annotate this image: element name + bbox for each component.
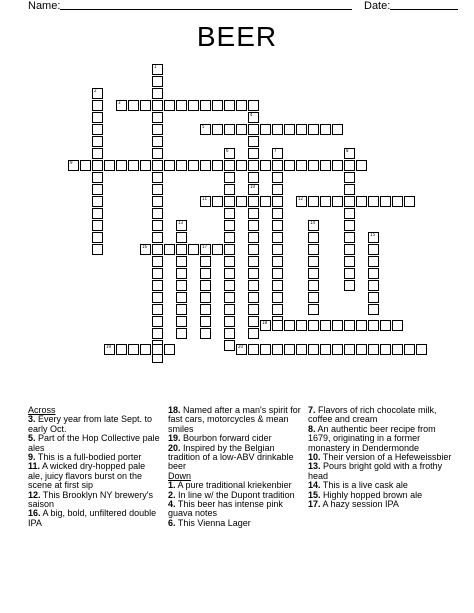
grid-cell[interactable] [296, 320, 307, 331]
down-clue: 10. Their version of a Hefeweissbier [308, 452, 452, 463]
grid-number: 8 [346, 148, 349, 153]
grid-cell[interactable] [368, 280, 379, 291]
grid-cell[interactable] [176, 304, 187, 315]
grid-number: 2 [94, 88, 97, 93]
grid-cell[interactable] [224, 232, 235, 243]
grid-cell[interactable] [176, 220, 187, 231]
grid-cell[interactable] [332, 124, 343, 135]
grid-cell[interactable] [200, 328, 211, 339]
clues-column-3 [308, 406, 454, 509]
grid-cell[interactable] [224, 340, 235, 351]
grid-cell[interactable] [200, 196, 211, 207]
grid-cell[interactable] [224, 304, 235, 315]
grid-cell[interactable] [248, 160, 259, 171]
grid-cell[interactable] [368, 292, 379, 303]
grid-cell[interactable] [368, 244, 379, 255]
grid-cell[interactable] [116, 100, 127, 111]
grid-cell[interactable] [176, 232, 187, 243]
grid-cell[interactable] [164, 244, 175, 255]
grid-cell[interactable] [248, 244, 259, 255]
grid-cell[interactable] [152, 136, 163, 147]
grid-cell[interactable] [224, 244, 235, 255]
grid-cell[interactable] [344, 220, 355, 231]
grid-cell[interactable] [68, 160, 79, 171]
down-clue: 14. This is a live cask ale [308, 480, 408, 491]
grid-cell[interactable] [284, 320, 295, 331]
grid-cell[interactable] [260, 124, 271, 135]
grid-cell[interactable] [320, 124, 331, 135]
grid-cell[interactable] [284, 124, 295, 135]
grid-cell[interactable] [368, 344, 379, 355]
grid-cell[interactable] [248, 304, 259, 315]
grid-cell[interactable] [308, 256, 319, 267]
grid-cell[interactable] [140, 100, 151, 111]
grid-cell[interactable] [308, 124, 319, 135]
grid-cell[interactable] [128, 344, 139, 355]
grid-cell[interactable] [272, 148, 283, 159]
grid-cell[interactable] [140, 160, 151, 171]
grid-cell[interactable] [272, 320, 283, 331]
grid-cell[interactable] [308, 160, 319, 171]
grid-cell[interactable] [320, 160, 331, 171]
grid-cell[interactable] [248, 344, 259, 355]
grid-cell[interactable] [92, 232, 103, 243]
grid-cell[interactable] [200, 292, 211, 303]
grid-cell[interactable] [416, 344, 427, 355]
grid-cell[interactable] [296, 124, 307, 135]
grid-cell[interactable] [224, 100, 235, 111]
date-line [390, 9, 458, 10]
grid-cell[interactable] [284, 160, 295, 171]
grid-number: 19 [106, 344, 112, 349]
grid-number: 17 [202, 244, 208, 249]
grid-cell[interactable] [272, 220, 283, 231]
grid-cell[interactable] [224, 172, 235, 183]
grid-cell[interactable] [248, 172, 259, 183]
grid-cell[interactable] [368, 232, 379, 243]
grid-cell[interactable] [224, 292, 235, 303]
grid-cell[interactable] [92, 88, 103, 99]
grid-cell[interactable] [104, 160, 115, 171]
grid-cell[interactable] [152, 112, 163, 123]
grid-cell[interactable] [224, 124, 235, 135]
grid-cell[interactable] [380, 320, 391, 331]
across-clue: 5. Part of the Hop Collective pale ales [28, 433, 160, 453]
grid-cell[interactable] [152, 280, 163, 291]
grid-cell[interactable] [200, 100, 211, 111]
grid-cell[interactable] [200, 160, 211, 171]
grid-cell[interactable] [332, 320, 343, 331]
grid-cell[interactable] [152, 76, 163, 87]
grid-cell[interactable] [92, 148, 103, 159]
grid-cell[interactable] [308, 344, 319, 355]
grid-cell[interactable] [308, 232, 319, 243]
grid-cell[interactable] [320, 196, 331, 207]
grid-cell[interactable] [344, 320, 355, 331]
grid-cell[interactable] [260, 320, 271, 331]
across-clue: 19. Bourbon forward cider [168, 433, 272, 444]
grid-number: 1 [154, 64, 157, 69]
grid-cell[interactable] [152, 148, 163, 159]
grid-cell[interactable] [248, 148, 259, 159]
grid-cell[interactable] [176, 244, 187, 255]
grid-cell[interactable] [92, 136, 103, 147]
grid-cell[interactable] [380, 344, 391, 355]
grid-cell[interactable] [272, 304, 283, 315]
clues-column-1 [28, 406, 162, 528]
grid-cell[interactable] [152, 304, 163, 315]
grid-cell[interactable] [200, 280, 211, 291]
grid-cell[interactable] [176, 268, 187, 279]
down-clue: 4. This beer has intense pink guava notes [168, 499, 283, 519]
grid-cell[interactable] [344, 244, 355, 255]
grid-cell[interactable] [308, 304, 319, 315]
grid-cell[interactable] [176, 316, 187, 327]
grid-cell[interactable] [152, 88, 163, 99]
grid-number: 9 [70, 160, 73, 165]
grid-cell[interactable] [248, 256, 259, 267]
grid-number: 7 [274, 148, 277, 153]
grid-cell[interactable] [272, 208, 283, 219]
grid-cell[interactable] [248, 112, 259, 123]
grid-cell[interactable] [356, 160, 367, 171]
grid-cell[interactable] [248, 184, 259, 195]
across-clue: 16. A big, bold, unfiltered double IPA [28, 508, 157, 528]
grid-cell[interactable] [392, 320, 403, 331]
across-clue: 18. Named after a man's spirit for fast cars, motorcycles & mean smiles [168, 405, 301, 434]
across-clue: 12. This Brooklyn NY brewery's saison [28, 489, 153, 510]
grid-cell[interactable] [308, 280, 319, 291]
grid-cell[interactable] [308, 244, 319, 255]
across-clue: 11. A wicked dry-hopped pale ale, juicy flavors burst on the scene at first sip [28, 461, 146, 491]
grid-cell[interactable] [152, 208, 163, 219]
grid-cell[interactable] [248, 136, 259, 147]
grid-cell[interactable] [320, 320, 331, 331]
grid-cell[interactable] [272, 196, 283, 207]
grid-cell[interactable] [344, 268, 355, 279]
down-clue: 7. Flavors of rich chocolate milk, coffee and cream [308, 405, 437, 425]
grid-cell[interactable] [164, 100, 175, 111]
grid-cell[interactable] [272, 172, 283, 183]
grid-cell[interactable] [248, 220, 259, 231]
grid-number: 5 [202, 124, 205, 129]
grid-cell[interactable] [224, 160, 235, 171]
grid-number: 14 [310, 220, 316, 225]
grid-cell[interactable] [152, 64, 163, 75]
grid-cell[interactable] [176, 280, 187, 291]
grid-cell[interactable] [308, 268, 319, 279]
grid-cell[interactable] [260, 160, 271, 171]
grid-cell[interactable] [152, 196, 163, 207]
grid-cell[interactable] [272, 184, 283, 195]
grid-cell[interactable] [344, 232, 355, 243]
down-clue: 2. In line w/ the Dupont tradition [168, 489, 295, 500]
grid-cell[interactable] [260, 196, 271, 207]
grid-cell[interactable] [272, 344, 283, 355]
grid-cell[interactable] [356, 196, 367, 207]
grid-cell[interactable] [392, 196, 403, 207]
grid-cell[interactable] [344, 172, 355, 183]
grid-cell[interactable] [92, 196, 103, 207]
grid-number: 11 [202, 196, 208, 201]
grid-number: 13 [178, 220, 184, 225]
grid-cell[interactable] [140, 244, 151, 255]
grid-cell[interactable] [404, 196, 415, 207]
grid-cell[interactable] [92, 160, 103, 171]
puzzle-title: BEER [196, 21, 278, 52]
down-clue: 8. An authentic beer recipe from 1679, originating in a former monastery in Dendermonde [308, 423, 436, 453]
grid-cell[interactable] [344, 184, 355, 195]
grid-cell[interactable] [224, 208, 235, 219]
grid-cell[interactable] [92, 220, 103, 231]
across-clue: 3. Every year from late Sept. to early Oct. [28, 414, 153, 434]
grid-cell[interactable] [392, 344, 403, 355]
grid-cell[interactable] [344, 256, 355, 267]
grid-cell[interactable] [92, 112, 103, 123]
across-clue: 20. Inspired by the Belgian tradition of a low-ABV drinkable beer [168, 442, 294, 472]
grid-cell[interactable] [104, 344, 115, 355]
grid-cell[interactable] [200, 268, 211, 279]
clues-column-2 [168, 406, 302, 528]
across-clue: 9. This is a full-bodied porter [28, 452, 142, 463]
grid-cell[interactable] [356, 320, 367, 331]
grid-cell[interactable] [200, 256, 211, 267]
grid-cell[interactable] [296, 160, 307, 171]
grid-cell[interactable] [224, 184, 235, 195]
grid-cell[interactable] [224, 316, 235, 327]
grid-cell[interactable] [176, 292, 187, 303]
grid-cell[interactable] [308, 292, 319, 303]
grid-cell[interactable] [332, 160, 343, 171]
grid-cell[interactable] [200, 316, 211, 327]
grid-cell[interactable] [200, 304, 211, 315]
grid-cell[interactable] [344, 160, 355, 171]
grid-cell[interactable] [116, 344, 127, 355]
grid-cell[interactable] [188, 100, 199, 111]
grid-cell[interactable] [248, 328, 259, 339]
grid-cell[interactable] [92, 208, 103, 219]
grid-cell[interactable] [92, 124, 103, 135]
grid-cell[interactable] [248, 280, 259, 291]
grid-cell[interactable] [308, 220, 319, 231]
grid-cell[interactable] [320, 344, 331, 355]
grid-cell[interactable] [176, 100, 187, 111]
grid-cell[interactable] [272, 256, 283, 267]
grid-cell[interactable] [236, 196, 247, 207]
grid-cell[interactable] [224, 280, 235, 291]
grid-cell[interactable] [188, 160, 199, 171]
grid-cell[interactable] [284, 344, 295, 355]
down-clue: 17. A hazy session IPA [308, 499, 399, 510]
grid-number: 16 [142, 244, 148, 249]
grid-number: 10 [250, 184, 256, 189]
grid-cell[interactable] [368, 256, 379, 267]
grid-cell[interactable] [272, 244, 283, 255]
grid-cell[interactable] [236, 100, 247, 111]
down-clue: 6. This Vienna Lager [168, 517, 251, 528]
grid-number: 4 [250, 112, 253, 117]
grid-cell[interactable] [80, 160, 91, 171]
grid-cell[interactable] [152, 184, 163, 195]
grid-cell[interactable] [152, 232, 163, 243]
grid-cell[interactable] [404, 344, 415, 355]
grid-cell[interactable] [272, 232, 283, 243]
grid-number: 18 [262, 320, 268, 325]
down-clue: 15. Highly hopped brown ale [308, 489, 423, 500]
grid-cell[interactable] [368, 268, 379, 279]
grid-cell[interactable] [248, 292, 259, 303]
grid-cell[interactable] [116, 160, 127, 171]
name-label: Name: [28, 0, 61, 12]
grid-cell[interactable] [380, 196, 391, 207]
grid-cell[interactable] [344, 280, 355, 291]
grid-cell[interactable] [224, 196, 235, 207]
grid-cell[interactable] [224, 268, 235, 279]
grid-cell[interactable] [368, 304, 379, 315]
grid-cell[interactable] [368, 196, 379, 207]
grid-cell[interactable] [176, 256, 187, 267]
grid-number: 20 [238, 344, 244, 349]
grid-cell[interactable] [128, 160, 139, 171]
grid-cell[interactable] [248, 268, 259, 279]
grid-cell[interactable] [164, 160, 175, 171]
grid-cell[interactable] [236, 124, 247, 135]
grid-cell[interactable] [152, 124, 163, 135]
grid-cell[interactable] [152, 256, 163, 267]
grid-cell[interactable] [128, 100, 139, 111]
grid-cell[interactable] [212, 124, 223, 135]
grid-cell[interactable] [92, 184, 103, 195]
grid-cell[interactable] [224, 328, 235, 339]
grid-cell[interactable] [248, 208, 259, 219]
down-clue: 1. A pure traditional kriekenbier [168, 480, 292, 491]
grid-cell[interactable] [236, 160, 247, 171]
grid-cell[interactable] [332, 196, 343, 207]
date-label: Date: [364, 0, 391, 12]
grid-cell[interactable] [92, 100, 103, 111]
grid-number: 3 [118, 100, 121, 105]
grid-cell[interactable] [212, 244, 223, 255]
grid-cell[interactable] [344, 196, 355, 207]
grid-cell[interactable] [152, 344, 163, 355]
grid-cell[interactable] [344, 208, 355, 219]
grid-cell[interactable] [272, 124, 283, 135]
grid-cell[interactable] [152, 268, 163, 279]
grid-cell[interactable] [296, 196, 307, 207]
across-heading: Across [28, 405, 56, 415]
grid-cell[interactable] [248, 196, 259, 207]
down-heading: Down [168, 470, 192, 481]
grid-cell[interactable] [152, 292, 163, 303]
grid-cell[interactable] [272, 160, 283, 171]
grid-cell[interactable] [164, 344, 175, 355]
grid-cell[interactable] [368, 320, 379, 331]
grid-cell[interactable] [224, 148, 235, 159]
grid-number: 15 [370, 232, 376, 237]
grid-cell[interactable] [188, 244, 199, 255]
grid-cell[interactable] [152, 100, 163, 111]
grid-cell[interactable] [212, 160, 223, 171]
grid-cell[interactable] [152, 220, 163, 231]
grid-cell[interactable] [140, 344, 151, 355]
grid-cell[interactable] [248, 316, 259, 327]
grid-cell[interactable] [200, 124, 211, 135]
grid-cell[interactable] [212, 196, 223, 207]
grid-number: 6 [226, 148, 229, 153]
grid-cell[interactable] [200, 244, 211, 255]
grid-cell[interactable] [296, 344, 307, 355]
grid-cell[interactable] [92, 172, 103, 183]
grid-number: 12 [298, 196, 304, 201]
grid-cell[interactable] [152, 316, 163, 327]
down-clue: 13. Pours bright gold with a frothy head [308, 461, 443, 481]
grid-cell[interactable] [308, 196, 319, 207]
grid-cell[interactable] [224, 256, 235, 267]
grid-cell[interactable] [260, 344, 271, 355]
grid-cell[interactable] [224, 220, 235, 231]
grid-cell[interactable] [152, 172, 163, 183]
grid-cell[interactable] [248, 232, 259, 243]
grid-cell[interactable] [152, 328, 163, 339]
grid-cell[interactable] [272, 280, 283, 291]
grid-cell[interactable] [152, 160, 163, 171]
grid-cell[interactable] [176, 160, 187, 171]
grid-cell[interactable] [332, 344, 343, 355]
grid-cell[interactable] [176, 328, 187, 339]
grid-cell[interactable] [344, 344, 355, 355]
grid-cell[interactable] [152, 244, 163, 255]
grid-cell[interactable] [344, 148, 355, 159]
grid-cell[interactable] [92, 244, 103, 255]
grid-cell[interactable] [212, 100, 223, 111]
grid-cell[interactable] [236, 344, 247, 355]
grid-cell[interactable] [248, 124, 259, 135]
grid-cell[interactable] [308, 320, 319, 331]
grid-cell[interactable] [272, 268, 283, 279]
grid-cell[interactable] [272, 292, 283, 303]
grid-cell[interactable] [248, 100, 259, 111]
grid-cell[interactable] [356, 344, 367, 355]
name-line [60, 9, 352, 10]
